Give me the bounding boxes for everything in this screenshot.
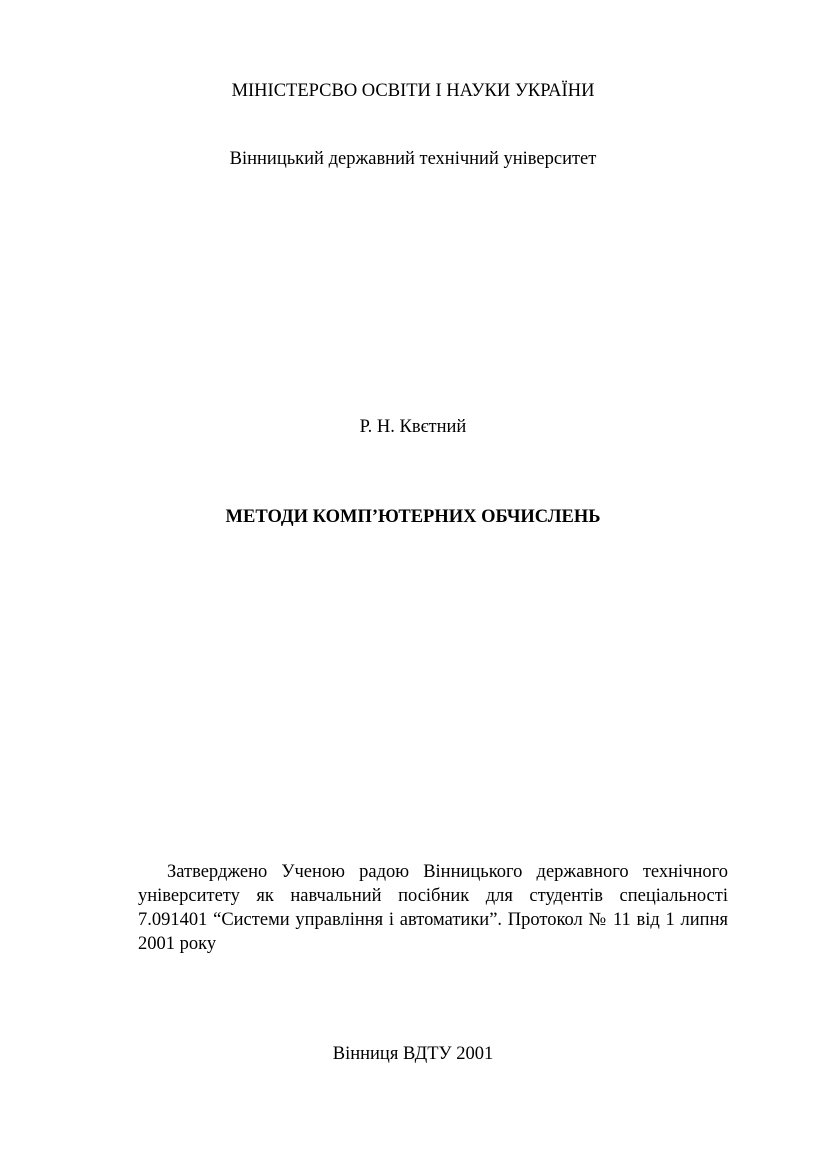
author-name: Р. Н. Квєтний [359,417,467,437]
imprint-line: Вінниця ВДТУ 2001 [332,1044,494,1064]
ministry-name: МІНІСТЕРСВО ОСВІТИ І НАУКИ УКРАЇНИ [231,81,595,101]
university-name: Вінницький державний технічний університет [229,149,597,169]
approval-note: Затверджено Ученою радою Вінницького державного технічного університету як навчальний посібник для студентів спеціальності 7.091401 “Системи управління і автоматики”. Протокол № 11 від 1 липня 2001 року [138,862,728,954]
document-title: МЕТОДИ КОМП’ЮТЕРНИХ ОБЧИСЛЕНЬ [225,507,601,527]
